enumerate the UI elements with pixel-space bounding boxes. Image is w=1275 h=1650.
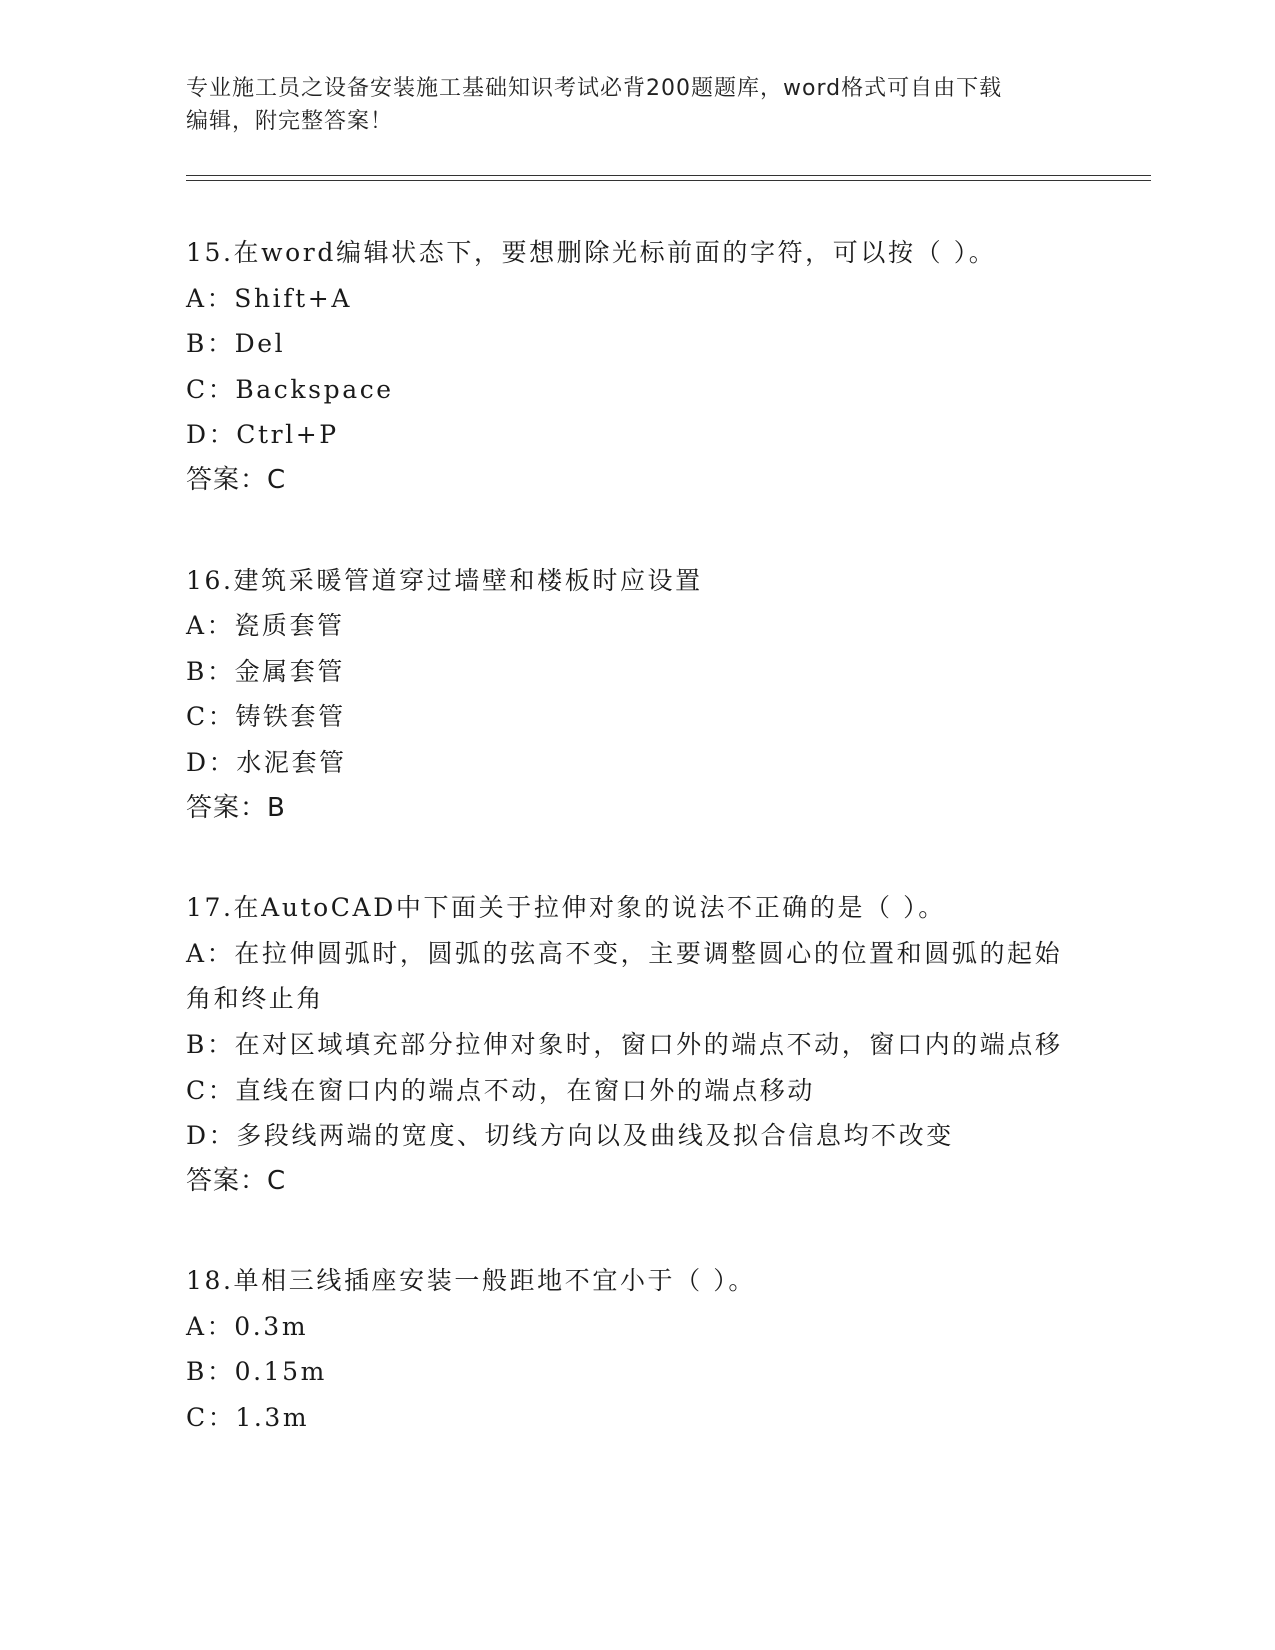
question-stem: 16.建筑采暖管道穿过墙壁和楼板时应设置 bbox=[186, 565, 703, 595]
question-list bbox=[186, 230, 1086, 1495]
header-line-2: 编辑，附完整答案！ bbox=[186, 109, 394, 134]
header-line-1: 专业施工员之设备安装施工基础知识考试必背200题题库，word格式可自由下载 bbox=[186, 76, 1003, 101]
question-15 bbox=[186, 230, 1086, 504]
option-c: C：1.3m bbox=[186, 1403, 310, 1433]
question-stem: 17.在AutoCAD中下面关于拉伸对象的说法不正确的是（ ）。 bbox=[186, 893, 946, 923]
option-b: B：0.15m bbox=[186, 1357, 327, 1387]
question-18 bbox=[186, 1258, 1086, 1440]
question-stem: 15.在word编辑状态下，要想删除光标前面的字符，可以按（ ）。 bbox=[186, 238, 997, 267]
option-d: D：Ctrl+P bbox=[186, 420, 339, 450]
header-divider-top bbox=[186, 175, 1151, 176]
answer-label: 答案：C bbox=[186, 464, 287, 495]
option-a: A：0.3m bbox=[186, 1311, 309, 1341]
question-16 bbox=[186, 558, 1086, 832]
option-b: B：Del bbox=[186, 329, 286, 359]
option-b: B：在对区域填充部分拉伸对象时，窗口外的端点不动，窗口内的端点移 bbox=[186, 1029, 1063, 1059]
header-divider-bottom bbox=[186, 180, 1151, 181]
question-17 bbox=[186, 885, 1086, 1204]
option-a: A：在拉伸圆弧时，圆弧的弦高不变，主要调整圆心的位置和圆弧的起始角和终止角 bbox=[186, 938, 1063, 1014]
answer-label: 答案：C bbox=[186, 1165, 287, 1196]
option-d: D：水泥套管 bbox=[186, 747, 347, 777]
answer-label: 答案：B bbox=[186, 792, 286, 823]
option-a: A：瓷质套管 bbox=[186, 611, 345, 641]
option-c: C：直线在窗口内的端点不动，在窗口外的端点移动 bbox=[186, 1075, 815, 1105]
option-c: C：铸铁套管 bbox=[186, 702, 346, 732]
question-stem: 18.单相三线插座安装一般距地不宜小于（ ）。 bbox=[186, 1266, 757, 1296]
option-d: D：多段线两端的宽度、切线方向以及曲线及拟合信息均不改变 bbox=[186, 1121, 954, 1151]
document-header bbox=[186, 72, 1086, 138]
option-c: C：Backspace bbox=[186, 374, 394, 404]
option-a: A：Shift+A bbox=[186, 283, 352, 313]
option-b: B：金属套管 bbox=[186, 656, 345, 686]
